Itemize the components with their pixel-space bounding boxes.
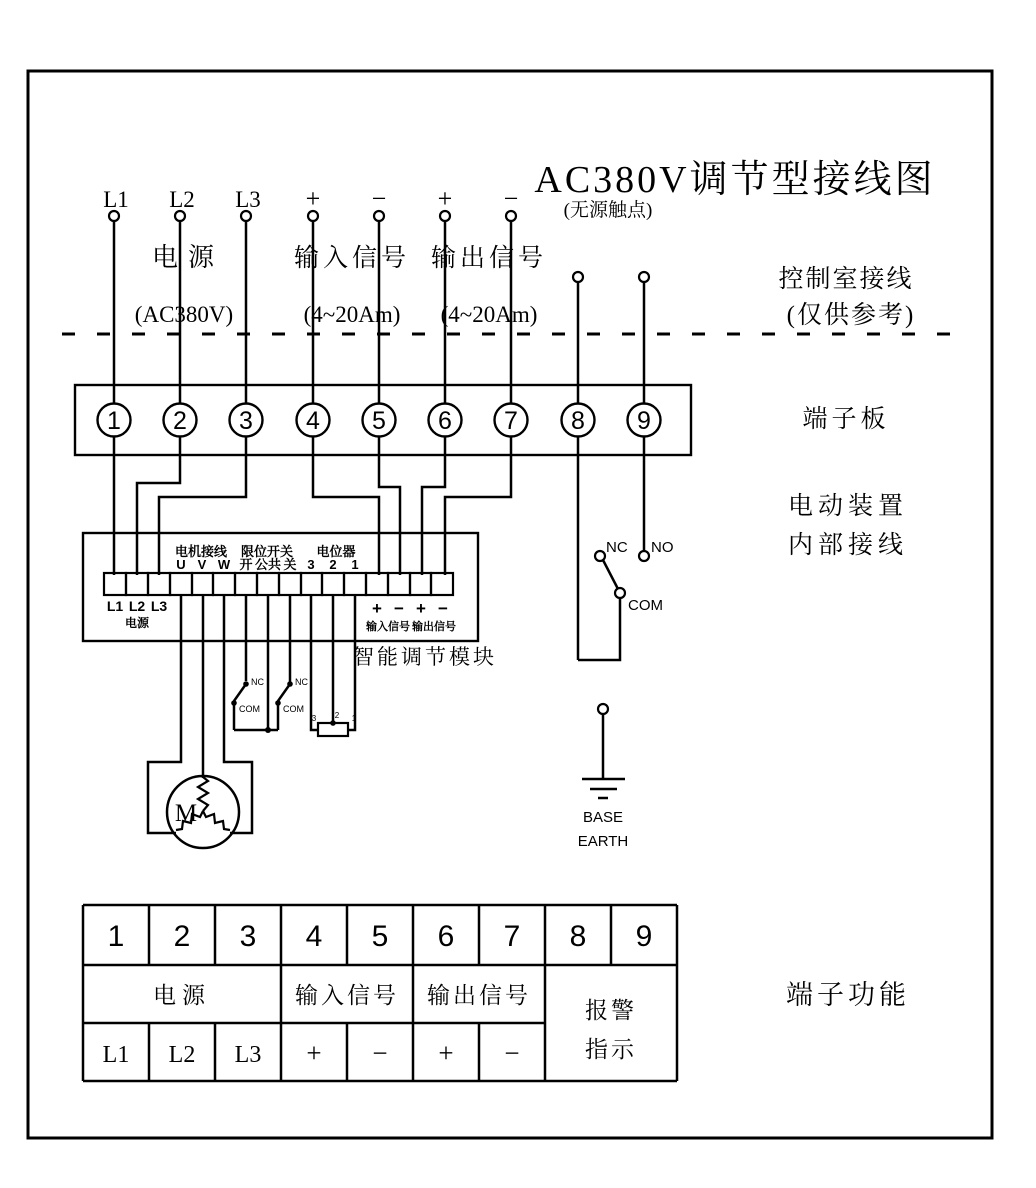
strip-box-in-plus <box>366 573 388 595</box>
limit2-com-label: COM <box>283 704 304 714</box>
stub-label-l2: L2 <box>169 187 195 212</box>
column-headers <box>135 199 653 327</box>
wire-pot-1 <box>348 595 355 730</box>
motor-winding-top <box>198 777 208 811</box>
limit-junction-dot <box>265 727 271 733</box>
terminal-function-table <box>83 905 677 1081</box>
strip-box-pot1 <box>344 573 366 595</box>
terminal-board-label: 端子板 <box>802 406 890 433</box>
module-output-label: 输出信号 <box>412 621 456 633</box>
motor-winding-right <box>203 811 230 830</box>
terminal-function-label: 端子功能 <box>786 980 910 1010</box>
pot-pin1-label: 1 <box>351 714 357 723</box>
terminal-number: 5 <box>372 407 386 435</box>
terminal-number: 9 <box>637 407 651 435</box>
strip-box-common <box>257 573 279 595</box>
control-room-label-1: 控制室接线 <box>778 266 914 293</box>
motor-wiring-label: 电机接线 <box>174 544 228 559</box>
strip-box-pot2 <box>322 573 344 595</box>
table-cell: − <box>372 1038 388 1068</box>
table-cell: 6 <box>437 920 455 953</box>
module-name-label: 智能调节模块 <box>353 645 497 669</box>
limit1-com-label: COM <box>239 704 260 714</box>
strip-label-w: W <box>217 557 231 572</box>
strip-box-out-plus <box>410 573 431 595</box>
table-alarm-cell-line2: 指示 <box>585 1037 637 1062</box>
table-cell: 7 <box>503 920 521 953</box>
alarm-com-label: COM <box>628 597 663 614</box>
stub-label-l1: L1 <box>103 187 129 212</box>
pot-wiper-junction <box>330 720 336 726</box>
strip-box-u <box>170 573 192 595</box>
alarm-nc-label: NC <box>606 539 628 556</box>
table-cell: 9 <box>635 920 653 953</box>
table-row3-labels <box>103 1038 520 1068</box>
table-input-cell: 输入信号 <box>295 983 399 1008</box>
strip-label-2: 2 <box>329 557 337 572</box>
device-label-1: 电动装置 <box>787 493 909 520</box>
power-header: 电源 <box>151 243 225 272</box>
terminal-number: 4 <box>306 407 320 435</box>
limit-switch-labels <box>239 677 308 714</box>
terminal-number: 6 <box>438 407 452 435</box>
terminal-number: 7 <box>504 407 518 435</box>
module-l3: L3 <box>150 598 168 614</box>
strip-box-in-minus <box>388 573 410 595</box>
alarm-no-label: NO <box>651 539 674 556</box>
input-signal-header: 输入信号 <box>293 245 411 272</box>
stub-label-out-plus: + <box>437 184 453 213</box>
terminal-number: 2 <box>173 407 187 435</box>
device-label-2: 内部接线 <box>787 532 909 559</box>
output-signal-header: 输出信号 <box>430 245 548 272</box>
limit-switches <box>231 677 308 733</box>
table-cell: 5 <box>371 920 389 953</box>
control-room-label-2: (仅供参考) <box>786 302 916 329</box>
potentiometer-label: 电位器 <box>316 544 356 559</box>
strip-box-l1 <box>104 573 126 595</box>
strip-box-l3 <box>148 573 170 595</box>
module-input-label: 输入信号 <box>366 621 410 633</box>
potentiometer <box>312 711 357 736</box>
terminal-board <box>75 385 691 455</box>
table-alarm-cell-line1: 报警 <box>585 998 637 1023</box>
ground-symbol <box>578 704 629 850</box>
strip-box-open <box>235 573 257 595</box>
module-out-minus: − <box>438 599 448 618</box>
limit2-nc-label: NC <box>295 677 308 687</box>
module-power-label: 电源 <box>124 616 150 630</box>
motor-label: M <box>174 800 198 827</box>
motor <box>167 776 239 848</box>
ground-terminal-circle <box>598 704 608 714</box>
alarm-com-wire <box>578 598 620 660</box>
wire-motor-u <box>148 595 181 833</box>
table-cell: 3 <box>239 920 257 953</box>
alarm-com-contact <box>615 588 625 598</box>
strip-label-common: 公共 <box>254 557 282 572</box>
wire-terminal6-output-plus <box>422 436 445 575</box>
strip-label-u: U <box>176 557 186 572</box>
module-terminal-strip <box>104 573 453 595</box>
module-l1: L1 <box>106 598 124 614</box>
page-title: AC380V调节型接线图 <box>534 159 936 201</box>
table-cell: 2 <box>173 920 191 953</box>
terminal-numbers <box>107 407 651 435</box>
module-in-plus: + <box>372 599 382 618</box>
wire-terminal5-input-minus <box>379 436 400 575</box>
ground-label-base: BASE <box>582 809 624 826</box>
terminal-number: 3 <box>239 407 253 435</box>
strip-label-v: V <box>197 557 207 572</box>
strip-bottom-labels <box>107 598 456 633</box>
table-cell: L3 <box>234 1042 262 1068</box>
alarm-no-contact <box>639 551 649 561</box>
strip-box-close <box>279 573 301 595</box>
table-output-cell: 输出信号 <box>427 983 531 1008</box>
stub-label-in-plus: + <box>305 184 321 213</box>
pot-pin2-label: 2 <box>334 711 340 720</box>
input-signal-subheader: (4~20Am) <box>303 302 401 327</box>
alarm-switch <box>578 539 674 660</box>
strip-box-pot3 <box>301 573 322 595</box>
module-l2: L2 <box>128 598 146 614</box>
table-cell: L2 <box>168 1042 196 1068</box>
stub-circle-2 <box>175 211 185 221</box>
limit2-switch-arm <box>278 684 290 701</box>
alarm-nc-contact <box>595 551 605 561</box>
terminal-number: 1 <box>107 407 121 435</box>
limit1-nc-label: NC <box>251 677 264 687</box>
module-in-minus: − <box>394 599 404 618</box>
table-cell: 4 <box>305 920 323 953</box>
module-to-components-wiring <box>148 595 355 833</box>
strip-box-l2 <box>126 573 148 595</box>
table-cell: 1 <box>107 920 125 953</box>
wire-motor-w <box>224 595 252 833</box>
strip-group-labels <box>175 544 359 572</box>
strip-label-close: 关 <box>283 557 297 572</box>
module-out-plus: + <box>416 599 426 618</box>
power-subheader: (AC380V) <box>134 302 234 327</box>
alarm-switch-arm <box>603 560 618 589</box>
alarm-labels <box>606 539 674 614</box>
strip-box-w <box>213 573 235 595</box>
stub-label-out-minus: − <box>503 184 519 213</box>
table-cell: L1 <box>102 1042 130 1068</box>
terminal-number: 8 <box>571 407 585 435</box>
table-cell: 8 <box>569 920 587 953</box>
table-cell: − <box>504 1038 520 1068</box>
stub-circle-3 <box>241 211 251 221</box>
stub-label-l3: L3 <box>235 187 261 212</box>
limit-switch-label: 限位开关 <box>240 544 294 559</box>
strip-label-3: 3 <box>307 557 315 572</box>
stub-label-in-minus: − <box>371 184 387 213</box>
output-signal-subheader: (4~20Am) <box>440 302 538 327</box>
table-cell: + <box>306 1038 322 1068</box>
stub-circle-9 <box>639 272 649 282</box>
stub-circle-8 <box>573 272 583 282</box>
stub-circle-1 <box>109 211 119 221</box>
wire-pot-3 <box>311 595 318 730</box>
pot-pin3-label: 3 <box>311 714 317 723</box>
table-row1-numbers <box>108 920 653 953</box>
dry-contact-label: (无源触点) <box>563 200 653 221</box>
strip-box-v <box>192 573 213 595</box>
strip-box-out-minus <box>431 573 453 595</box>
table-power-cell: 电源 <box>153 983 211 1008</box>
limit1-switch-arm <box>234 684 246 701</box>
strip-label-open: 开 <box>239 557 253 572</box>
ground-label-earth: EARTH <box>577 833 629 850</box>
strip-label-1: 1 <box>351 557 359 572</box>
side-labels <box>778 265 915 1010</box>
table-cell: + <box>438 1038 454 1068</box>
